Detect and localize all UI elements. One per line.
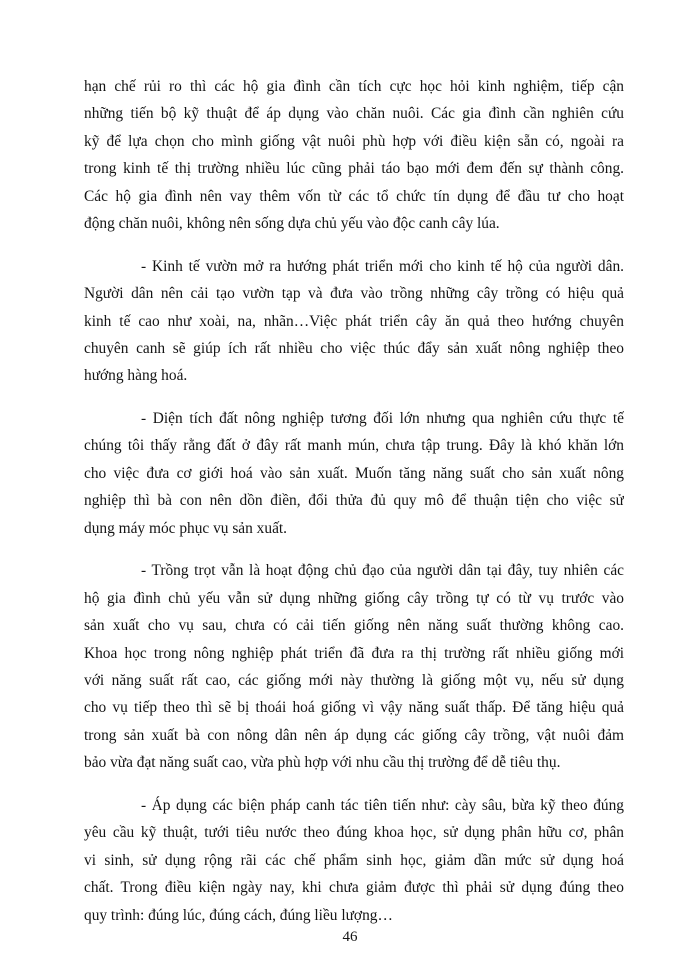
text-line: quy trình: đúng lúc, đúng cách, đúng liều lượng… <box>84 906 393 924</box>
text-line: Các hộ gia đình nên vay thêm vốn từ các tổ chức tín dụng để đầu tư cho hoạt <box>84 187 624 205</box>
text-line: dụng máy móc phục vụ sản xuất. <box>84 519 288 537</box>
text-line: - Kinh tế vườn mở ra hướng phát triển mới cho kinh tế hộ của người dân. <box>141 257 624 275</box>
text-line: Khoa học trong nông nghiệp phát triển đã đưa ra thị trường rất nhiều giống mới <box>84 644 624 662</box>
page-body-text <box>84 73 624 944</box>
text-line: những tiến bộ kỹ thuật để áp dụng vào chăn nuôi. Các gia đình cần nghiên cứu <box>84 105 624 123</box>
text-line: với năng suất rất cao, các giống mới này thường là giống một vụ, nếu sử dụng <box>84 671 624 689</box>
page-number: 46 <box>342 929 358 945</box>
text-line: chuyên canh sẽ giúp ích rất nhiều cho việc thúc đẩy sản xuất nông nghiệp theo <box>84 339 624 357</box>
text-line: - Trồng trọt vẫn là hoạt động chủ đạo của người dân tại đây, tuy nhiên các <box>141 562 624 580</box>
text-line: trong sản xuất bà con nông dân nên áp dụng các giống cây trồng, vật nuôi đảm <box>84 726 624 744</box>
text-line: hộ gia đình chủ yếu vẫn sử dụng những giống cây trồng tự có từ vụ trước vào <box>84 589 624 607</box>
text-line: chất. Trong điều kiện ngày nay, khi chưa giảm được thì phải sử dụng đúng theo <box>84 879 624 897</box>
text-line: trong kinh tế thị trường nhiều lúc cũng phải táo bạo mới đem đến sự thành công. <box>84 160 624 178</box>
text-line: bảo vừa đạt năng suất cao, vừa phù hợp với nhu cầu thị trường để dễ tiêu thụ. <box>84 754 561 772</box>
text-line: cho việc đưa cơ giới hoá vào sản xuất. Muốn tăng năng suất cho sản xuất nông <box>84 464 624 482</box>
text-line: vi sinh, sử dụng rộng rãi các chế phẩm sinh học, giảm dần mức sử dụng hoá <box>84 851 624 869</box>
text-line: - Áp dụng các biện pháp canh tác tiên tiến như: cày sâu, bừa kỹ theo đúng <box>141 796 624 814</box>
text-line: nghiệp thì bà con nên dồn điền, đổi thửa đủ quy mô để thuận tiện cho việc sử <box>84 492 624 510</box>
text-line: động chăn nuôi, không nên sống dựa chủ yếu vào độc canh cây lúa. <box>84 214 500 232</box>
text-line: yêu cầu kỹ thuật, tưới tiêu nước theo đúng khoa học, sử dụng phân hữu cơ, phân <box>84 824 624 842</box>
text-line: - Diện tích đất nông nghiệp tương đối lớn nhưng qua nghiên cứu thực tế <box>141 410 624 428</box>
text-line: kỹ để lựa chọn cho mình giống vật nuôi phù hợp với điều kiện sẵn có, ngoài ra <box>84 132 624 150</box>
text-line: hướng hàng hoá. <box>84 367 188 385</box>
text-line: Người dân nên cải tạo vườn tạp và đưa vào trồng những cây trồng có hiệu quả <box>84 285 624 303</box>
text-line: sản xuất cho vụ sau, chưa có cải tiến giống nên năng suất thường không cao. <box>84 617 624 635</box>
text-line: chúng tôi thấy rằng đất ở đây rất manh mún, chưa tập trung. Đây là khó khăn lớn <box>84 437 624 455</box>
text-line: hạn chế rủi ro thì các hộ gia đình cần tích cực học hỏi kinh nghiệm, tiếp cận <box>84 78 624 95</box>
text-line: kinh tế cao như xoài, na, nhãn…Việc phát triển cây ăn quả theo hướng chuyên <box>84 312 624 330</box>
text-line: cho vụ tiếp theo thì sẽ bị thoái hoá giống vì vậy năng suất thấp. Để tăng hiệu quả <box>84 699 624 717</box>
